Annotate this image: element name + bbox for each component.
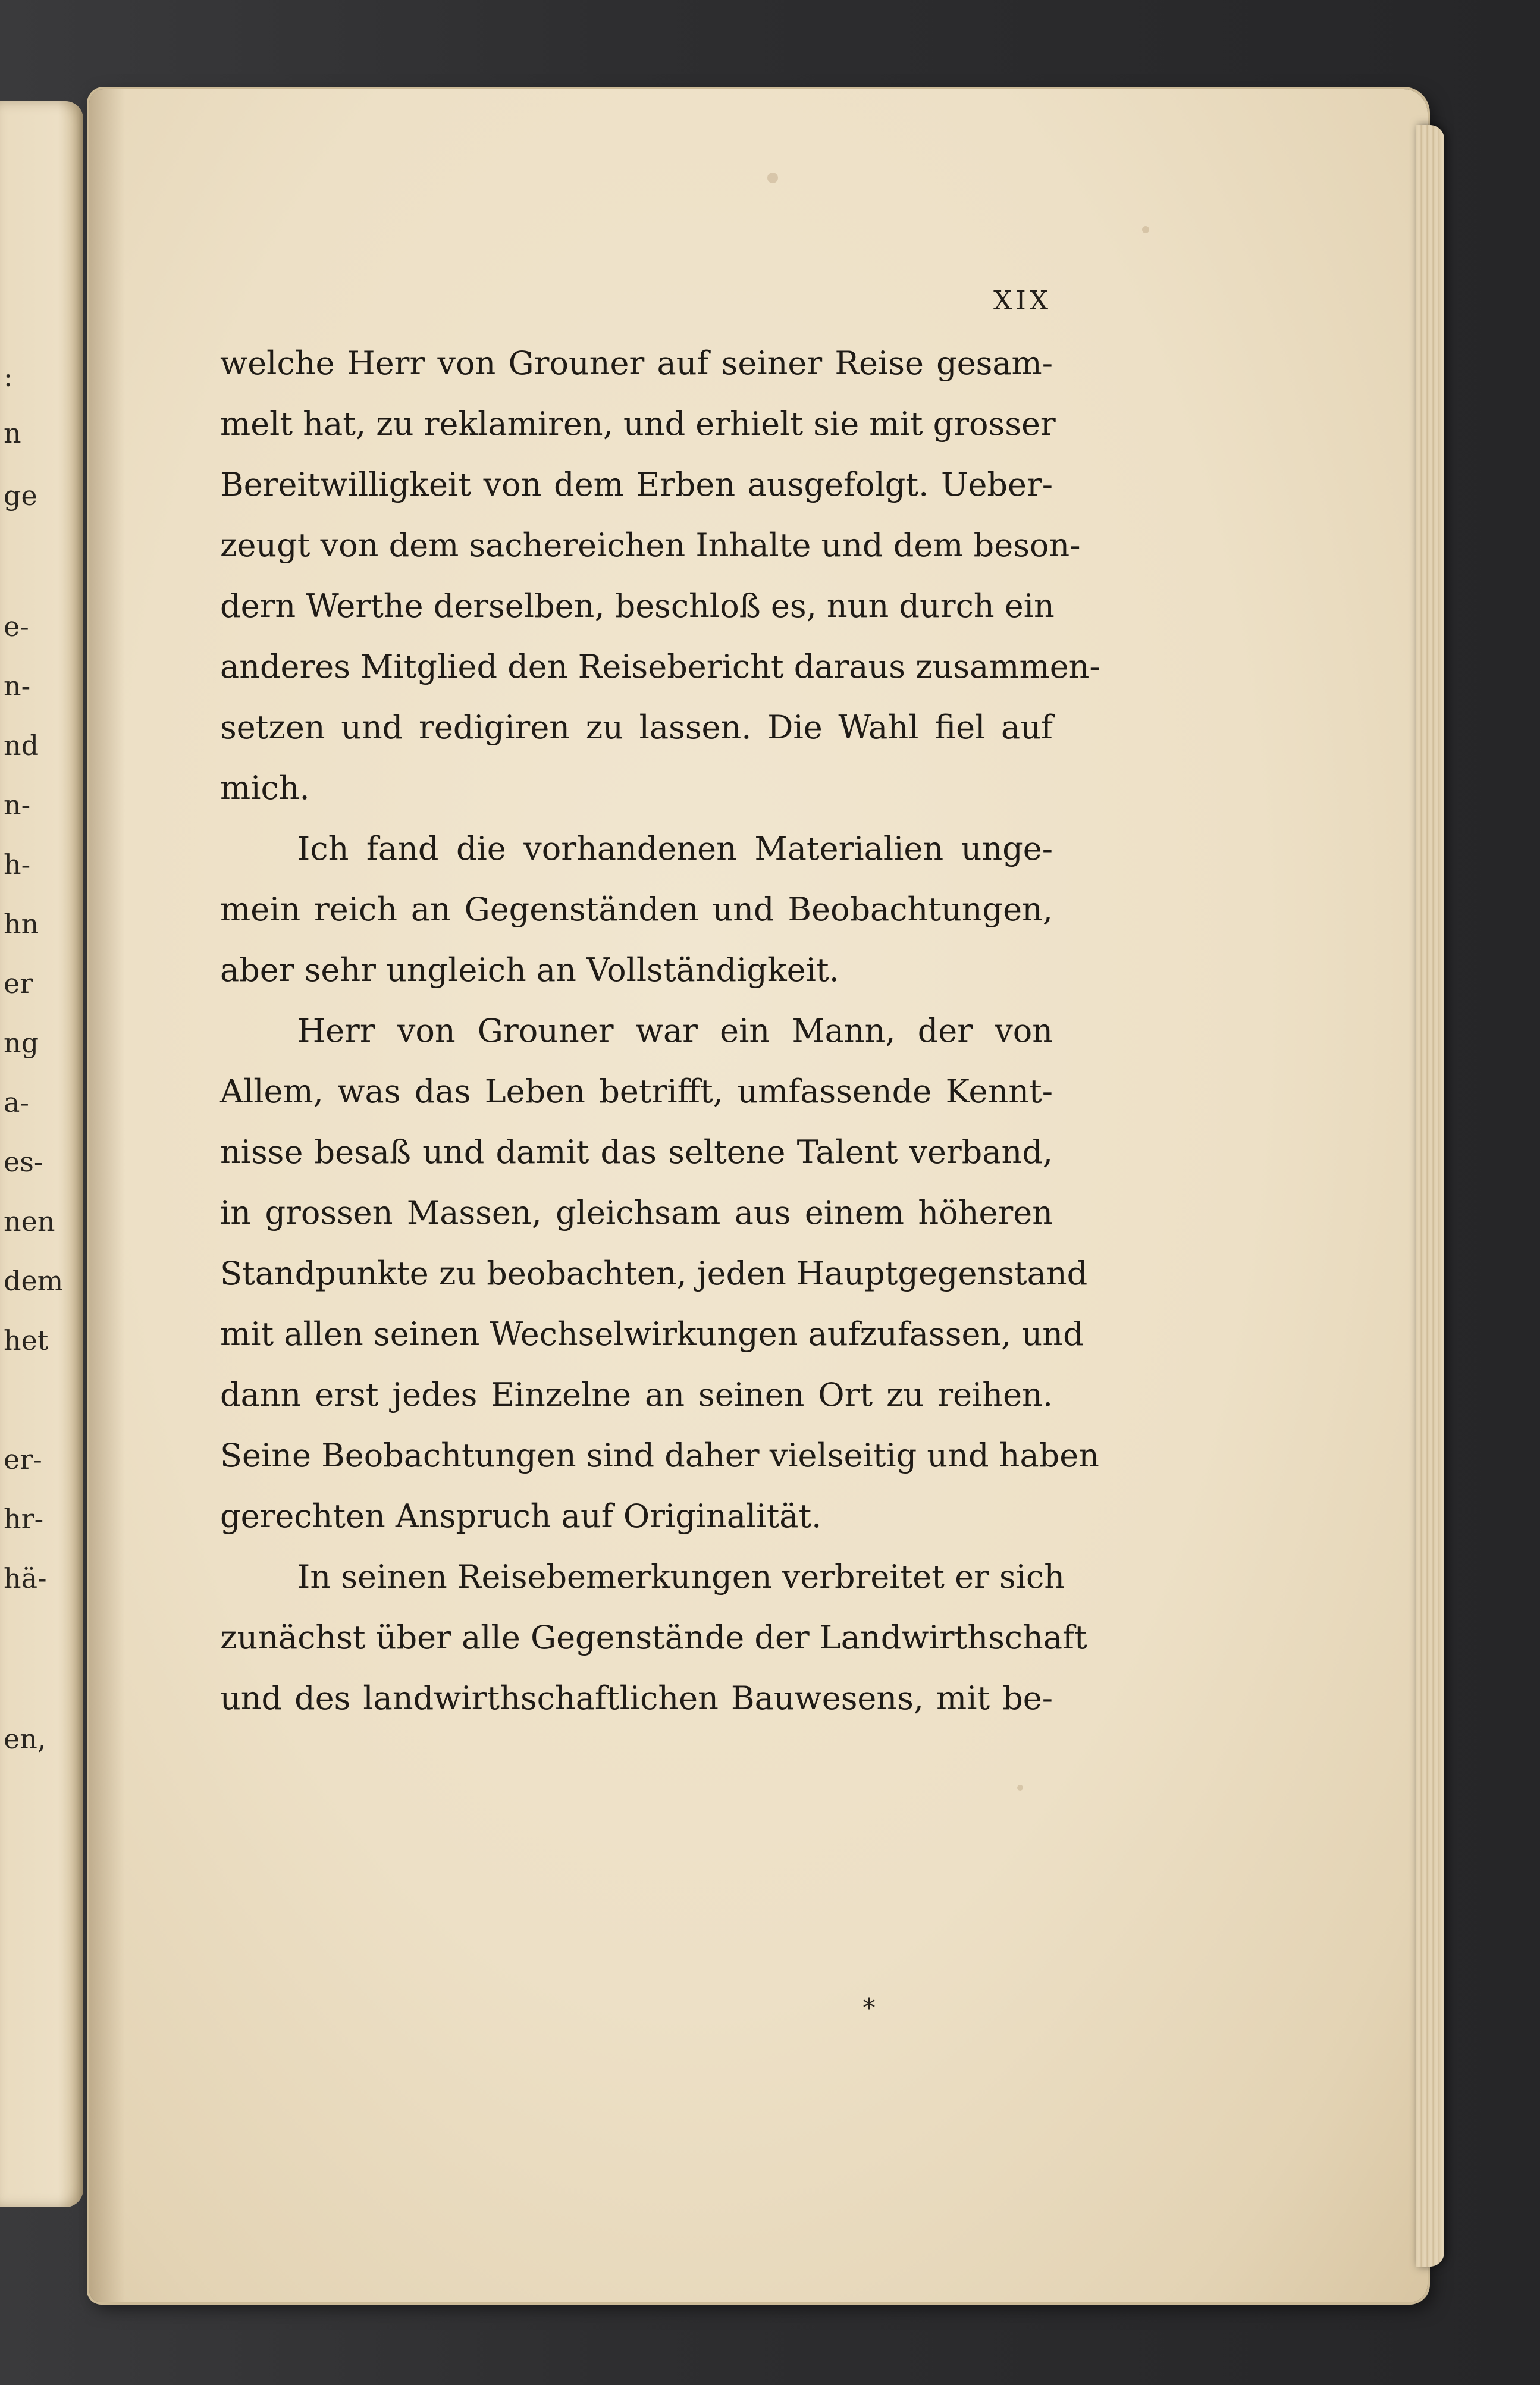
left-page-fragment: nd [4, 729, 39, 761]
text-line: zunächst über alle Gegenstände der Landwirthschaft [220, 1619, 1087, 1656]
book-page [89, 89, 1428, 2302]
text-line: mit allen seinen Wechselwirkungen aufzufassen, und [220, 1315, 1084, 1353]
signature-mark: * [862, 1993, 876, 2023]
left-page-fragment: dem [4, 1265, 64, 1297]
text-line: setzen und redigiren zu lassen. Die Wahl fiel auf [220, 709, 1053, 746]
text-line: gerechten Anspruch auf Originalität. [220, 1497, 822, 1535]
left-page-fragment: hr- [4, 1503, 44, 1535]
left-page-fragment: a- [4, 1086, 29, 1118]
text-line: Seine Beobachtungen sind daher vielseitig und haben [220, 1437, 1099, 1474]
text-line: anderes Mitglied den Reisebericht daraus zusammen- [220, 648, 1100, 685]
text-line: aber sehr ungleich an Vollständigkeit. [220, 951, 839, 989]
paper-spot [1142, 226, 1149, 233]
text-line: In seinen Reisebemerkungen verbreitet er sich [297, 1558, 1065, 1596]
text-line: mich. [220, 769, 310, 807]
left-page-fragment: ge [4, 479, 37, 512]
paper-spot [1017, 1785, 1023, 1791]
page-number: XIX [993, 286, 1052, 316]
body-text [220, 333, 1100, 1729]
text-line: mein reich an Gegenständen und Beobachtungen, [220, 891, 1053, 928]
left-page-fragment: h- [4, 848, 31, 880]
text-line: welche Herr von Grouner auf seiner Reise gesam- [220, 344, 1053, 382]
text-line: Ich fand die vorhandenen Materialien unge- [297, 830, 1053, 867]
text-line: dern Werthe derselben, beschloß es, nun durch ein [220, 587, 1055, 625]
text-line: zeugt von dem sachereichen Inhalte und dem beson- [220, 526, 1081, 564]
left-page-fragment: er [4, 967, 33, 999]
left-page-fragment: ng [4, 1027, 39, 1059]
paper-spot [767, 173, 778, 183]
left-page-fragment: hn [4, 908, 39, 940]
text-line: Allem, was das Leben betrifft, umfassende Kennt- [220, 1073, 1053, 1110]
text-line: dann erst jedes Einzelne an seinen Ort zu reihen. [220, 1376, 1053, 1414]
page-edge-stack [1416, 125, 1444, 2267]
text-line: Standpunkte zu beobachten, jeden Hauptgegenstand [220, 1255, 1088, 1292]
left-page-fragment: n- [4, 670, 31, 702]
text-line: melt hat, zu reklamiren, und erhielt sie mit grosser [220, 405, 1056, 443]
left-page-fragment: er- [4, 1443, 42, 1475]
text-line: Bereitwilligkeit von dem Erben ausgefolgt. Ueber- [220, 466, 1053, 503]
left-page-fragment: e- [4, 610, 29, 643]
left-page-fragment: n- [4, 789, 31, 821]
left-page-fragment: : [4, 361, 13, 393]
text-line: nisse besaß und damit das seltene Talent verband, [220, 1133, 1053, 1171]
previous-page-edge [0, 101, 83, 2207]
left-page-fragment: n [4, 417, 21, 449]
text-line: in grossen Massen, gleichsam aus einem höheren [220, 1194, 1053, 1231]
text-line: und des landwirthschaftlichen Bauwesens, mit be- [220, 1679, 1053, 1717]
left-page-fragment: es- [4, 1146, 43, 1178]
left-page-fragment: en, [4, 1723, 46, 1755]
left-page-fragment: hä- [4, 1562, 47, 1594]
left-page-fragment: nen [4, 1205, 55, 1237]
gutter-shadow [89, 89, 125, 2302]
text-line: Herr von Grouner war ein Mann, der von [297, 1012, 1053, 1049]
left-page-fragment: het [4, 1324, 49, 1356]
